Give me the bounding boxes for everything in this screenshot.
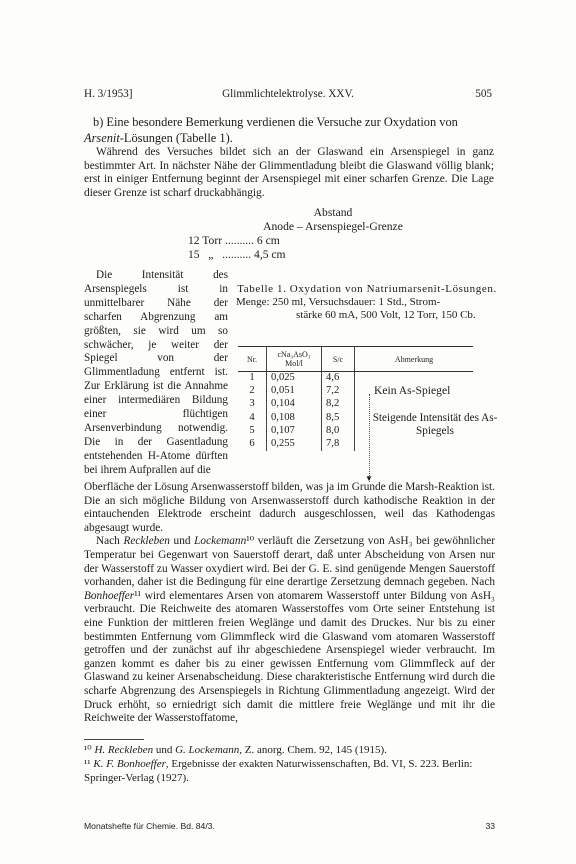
section-italic: Arsenit bbox=[84, 131, 120, 145]
cell-ratio: 4,6 bbox=[322, 372, 355, 386]
table-label: Tabelle 1. bbox=[237, 283, 287, 295]
author-name: H. Reckleben bbox=[94, 744, 154, 756]
cell-ratio: 7,2 bbox=[322, 385, 355, 398]
leader-dots: .......... bbox=[219, 248, 252, 261]
citation: , Z. anorg. Chem. 92, 145 (1915). bbox=[239, 744, 387, 756]
pressure: 12 Torr bbox=[188, 234, 223, 247]
remark-no-mirror: Kein As-Spiegel bbox=[374, 384, 451, 397]
body-paragraph-1: Oberfläche der Lösung Arsenwasserstoff bilden, was ja im Grunde die Marsh-Reaktion ist. Die an sich mögliche Bildung von Arsenwasserstoff durch kathodische Reaktion in der eintauchenden Elektrode erscheint dadurch ausgeschlossen, weil das Kathodengas abgesaugt wurde. bbox=[84, 481, 495, 534]
left-column-paragraph: Die Intensität des Arsenspiegels ist in unmittelbarer Nähe der scharfen Abgrenzung am größten, sie wird um so schwächer, je weiter der Spiegel von der Glimmentladung entfernt ist. Zur Erklärung ist die Annahme einer intermediären Bildung einer flüchtigen Arsenverbindung notwendig. Die in der Gasentladung entstehenden H-Atome dürften bei ihrem Aufprallen auf die bbox=[84, 269, 228, 476]
table-meta-2: stärke 60 mA, 500 Volt, 12 Torr, 150 Cb. bbox=[296, 309, 476, 321]
page-number: 505 bbox=[475, 88, 492, 100]
sheet-number: 33 bbox=[485, 821, 495, 831]
cell-conc: 0,107 bbox=[267, 425, 322, 438]
issue-ref: H. 3/1953] bbox=[84, 88, 133, 100]
distance-table bbox=[188, 206, 438, 262]
cell-nr: 6 bbox=[249, 437, 255, 449]
section-heading bbox=[84, 114, 494, 146]
cell-nr: 2 bbox=[249, 385, 255, 397]
journal-ref: Monatshefte für Chemie. Bd. 84/3. bbox=[84, 821, 215, 831]
table-row bbox=[238, 398, 473, 411]
text: Nach bbox=[96, 535, 124, 548]
author-name: Lockemann bbox=[194, 535, 247, 548]
text: ¹¹ wird elementares Arsen von atomarem Wasserstoff unter Bildung von AsH₃ verbraucht. Die Reichweite des atomaren Wasserstoffes vom Orte seiner Entstehung ist eine Funktion der mittleren freien Weglänge und damit des Druckes. Nur bis zu einer bestimmten Entfernung vom Glimmfleck wird die Glaswand vom atomaren Wasserstoff getroffen und der zunächst auf ihr abgeschiedene Arsenspiegel wieder verbraucht. Im ganzen kommt es daher bis zu einer gewissen Entfernung vom Glimmfleck auf der Glaswand zu keiner Arsenabscheidung. Diese charakteristische Entfernung wird durch die scharfe Abgrenzung des Arsenspiegels in Richtung Glimmentladung angezeigt. Wird der Druck erhöht, so erniedrigt sich damit die mittlere freie Weglänge und mit ihr die Reichweite der Wasserstoffatome, bbox=[84, 589, 495, 725]
text: und bbox=[153, 744, 176, 756]
distance-value: 6 cm bbox=[253, 234, 280, 247]
cell-remark bbox=[355, 398, 474, 411]
cell-nr: 4 bbox=[249, 411, 255, 423]
cell-remark bbox=[355, 438, 474, 451]
header-nr: Nr. bbox=[238, 347, 267, 372]
page-footer bbox=[84, 821, 495, 831]
text: ¹⁰ verläuft die Zersetzung von AsH₃ bei gewöhnlicher Temperatur bei Gegenwart von Sauerstoff derart, daß unter Abscheidung von Arsen nur der Wasserstoff zu Wasser oxydiert wird. Bei der G. E. sind genügende Mengen Sauerstoff vorhanden, daher ist die Bedingung für eine derartige Zersetzung demnach gegeben. Nach bbox=[84, 535, 495, 589]
cell-conc: 0,025 bbox=[267, 372, 322, 386]
distance-row bbox=[188, 234, 438, 248]
remark-bracket bbox=[369, 394, 371, 482]
table-title bbox=[236, 283, 498, 296]
cell-nr: 1 bbox=[249, 372, 255, 383]
cell-ratio: 8,0 bbox=[322, 425, 355, 438]
footnote-rule bbox=[84, 739, 144, 740]
table-header-row bbox=[238, 347, 473, 372]
body-text bbox=[84, 481, 495, 726]
cell-conc: 0,104 bbox=[267, 398, 322, 411]
cell-conc: 0,051 bbox=[267, 385, 322, 398]
cell-conc: 0,108 bbox=[267, 412, 322, 425]
table-row bbox=[238, 438, 473, 451]
distance-subtitle: Anode – Arsenspiegel-Grenze bbox=[263, 220, 403, 233]
distance-value: 4,5 cm bbox=[251, 248, 286, 261]
left-column-text bbox=[84, 269, 228, 478]
footnote-11 bbox=[84, 757, 495, 785]
author-name: K. F. Bonhoeffer bbox=[93, 758, 166, 770]
table-caption bbox=[236, 283, 498, 322]
leader-dots: .......... bbox=[222, 234, 254, 247]
distance-title: Abstand bbox=[313, 206, 353, 219]
footnote-10 bbox=[84, 743, 495, 757]
footnotes bbox=[84, 743, 495, 785]
cell-conc: 0,255 bbox=[267, 438, 322, 451]
table-title-text: Oxydation von Natriumarsenit-Lösungen. bbox=[289, 283, 497, 295]
table-meta-1: Menge: 250 ml, Versuchsdauer: 1 Std., Strom- bbox=[236, 296, 441, 308]
arrow-down-icon: ▼ bbox=[365, 474, 373, 483]
running-header bbox=[84, 88, 492, 102]
header-conc: cNa₃AsO₃ Mol/l bbox=[267, 347, 322, 372]
cell-ratio: 8,5 bbox=[322, 412, 355, 425]
author-name: Bonhoeffer bbox=[84, 589, 135, 602]
body-paragraph-2 bbox=[84, 535, 495, 725]
pressure: 15 „ bbox=[188, 248, 220, 261]
section-text: b) Eine besondere Bemerkung verdienen die Versuche zur Oxydation von bbox=[93, 115, 458, 129]
footnote-marker: ¹¹ bbox=[84, 758, 91, 770]
header-ratio: S/c bbox=[322, 347, 355, 372]
section-text-end: -Lösungen (Tabelle 1). bbox=[119, 131, 233, 145]
author-name: Reckleben bbox=[123, 535, 170, 548]
distance-row bbox=[188, 248, 438, 262]
header-remark: Abmerkung bbox=[355, 347, 474, 372]
remark-increasing: Steigende Intensität des As-Spiegels bbox=[372, 412, 498, 437]
citation: , Ergebnisse der exakten Naturwissenschaften, Bd. VI, S. 223. Berlin: Springer-Verlag (1927). bbox=[84, 758, 473, 784]
cell-ratio: 8,2 bbox=[322, 398, 355, 411]
intro-paragraph: Während des Versuches bildet sich an der Glaswand ein Arsenspiegel in ganz bestimmter Art. In nächster Nähe der Glimmentladung bleibt die Glaswand völlig blank; erst in einiger Entfernung beginnt der Arsenspiegel mit einer scharfen Grenze. Die Lage dieser Grenze ist scharf druckabhängig. bbox=[84, 146, 494, 199]
author-name: G. Lockemann bbox=[175, 744, 240, 756]
cell-nr: 3 bbox=[249, 398, 255, 410]
text: und bbox=[169, 535, 195, 548]
cell-nr: 5 bbox=[249, 424, 255, 436]
cell-ratio: 7,8 bbox=[322, 438, 355, 451]
footnote-marker: ¹⁰ bbox=[84, 744, 92, 756]
running-title: Glimmlichtelektrolyse. XXV. bbox=[222, 88, 354, 100]
